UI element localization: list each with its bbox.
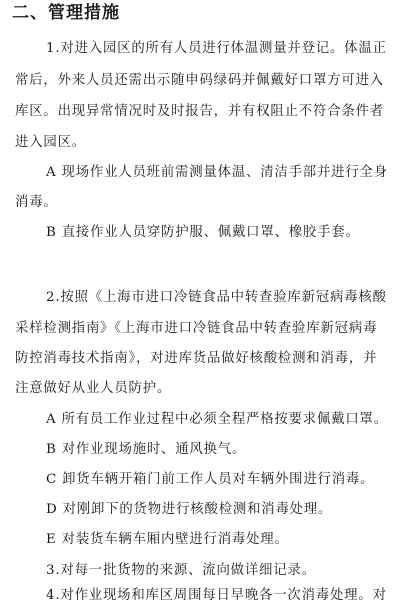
- item-1-line-4: 进入园区。: [15, 135, 86, 150]
- item-2-line-2: 采样检测指南》《上海市进口冷链食品中转查验库新冠病毒: [15, 321, 378, 336]
- item-1-line-3: 库区。出现异常情况时及时报告，并有权阻止不符合条件者: [15, 104, 384, 119]
- item-2-line-1: 2.按照《上海市进口冷链食品中转查验库新冠病毒核酸: [46, 290, 387, 305]
- item-2-sub-d: D 对刚卸下的货物进行核酸检测和消毒处理。: [46, 502, 333, 517]
- item-3-line-1: 3.对每一批货物的来源、流向做详细记录。: [46, 563, 316, 578]
- item-2-sub-e: E 对装货车辆车厢内壁进行消毒处理。: [46, 532, 289, 547]
- section-title: 二、管理措施: [12, 3, 120, 23]
- item-1-line-1: 1.对进入园区的所有人员进行体温测量并登记。体温正: [46, 41, 387, 56]
- item-1-sub-b: B 直接作业人员穿防护服、佩戴口罩、橡胶手套。: [46, 225, 360, 240]
- item-1-sub-a-line-2: 消毒。: [15, 195, 58, 210]
- item-2-sub-c: C 卸货车辆开箱门前工作人员对车辆外围进行消毒。: [46, 472, 375, 487]
- item-2-line-4: 注意做好从业人员防护。: [15, 381, 172, 396]
- item-1-sub-a-line-1: A 现场作业人员班前需测量体温、清洁手部并进行全身: [46, 165, 388, 180]
- item-1-line-2: 常后，外来人员还需出示随申码绿码并佩戴好口罩方可进入: [15, 73, 384, 88]
- item-2-sub-b: B 对作业现场施时、通风换气。: [46, 442, 247, 457]
- item-2-line-3: 防控消毒技术指南》，对进库货品做好核酸检测和消毒，并: [15, 351, 378, 366]
- item-4-line-1: 4.对作业现场和库区周围每日早晚各一次消毒处理。对: [46, 588, 387, 603]
- item-2-sub-a: A 所有员工作业过程中必须全程严格按要求佩戴口罩。: [46, 412, 388, 427]
